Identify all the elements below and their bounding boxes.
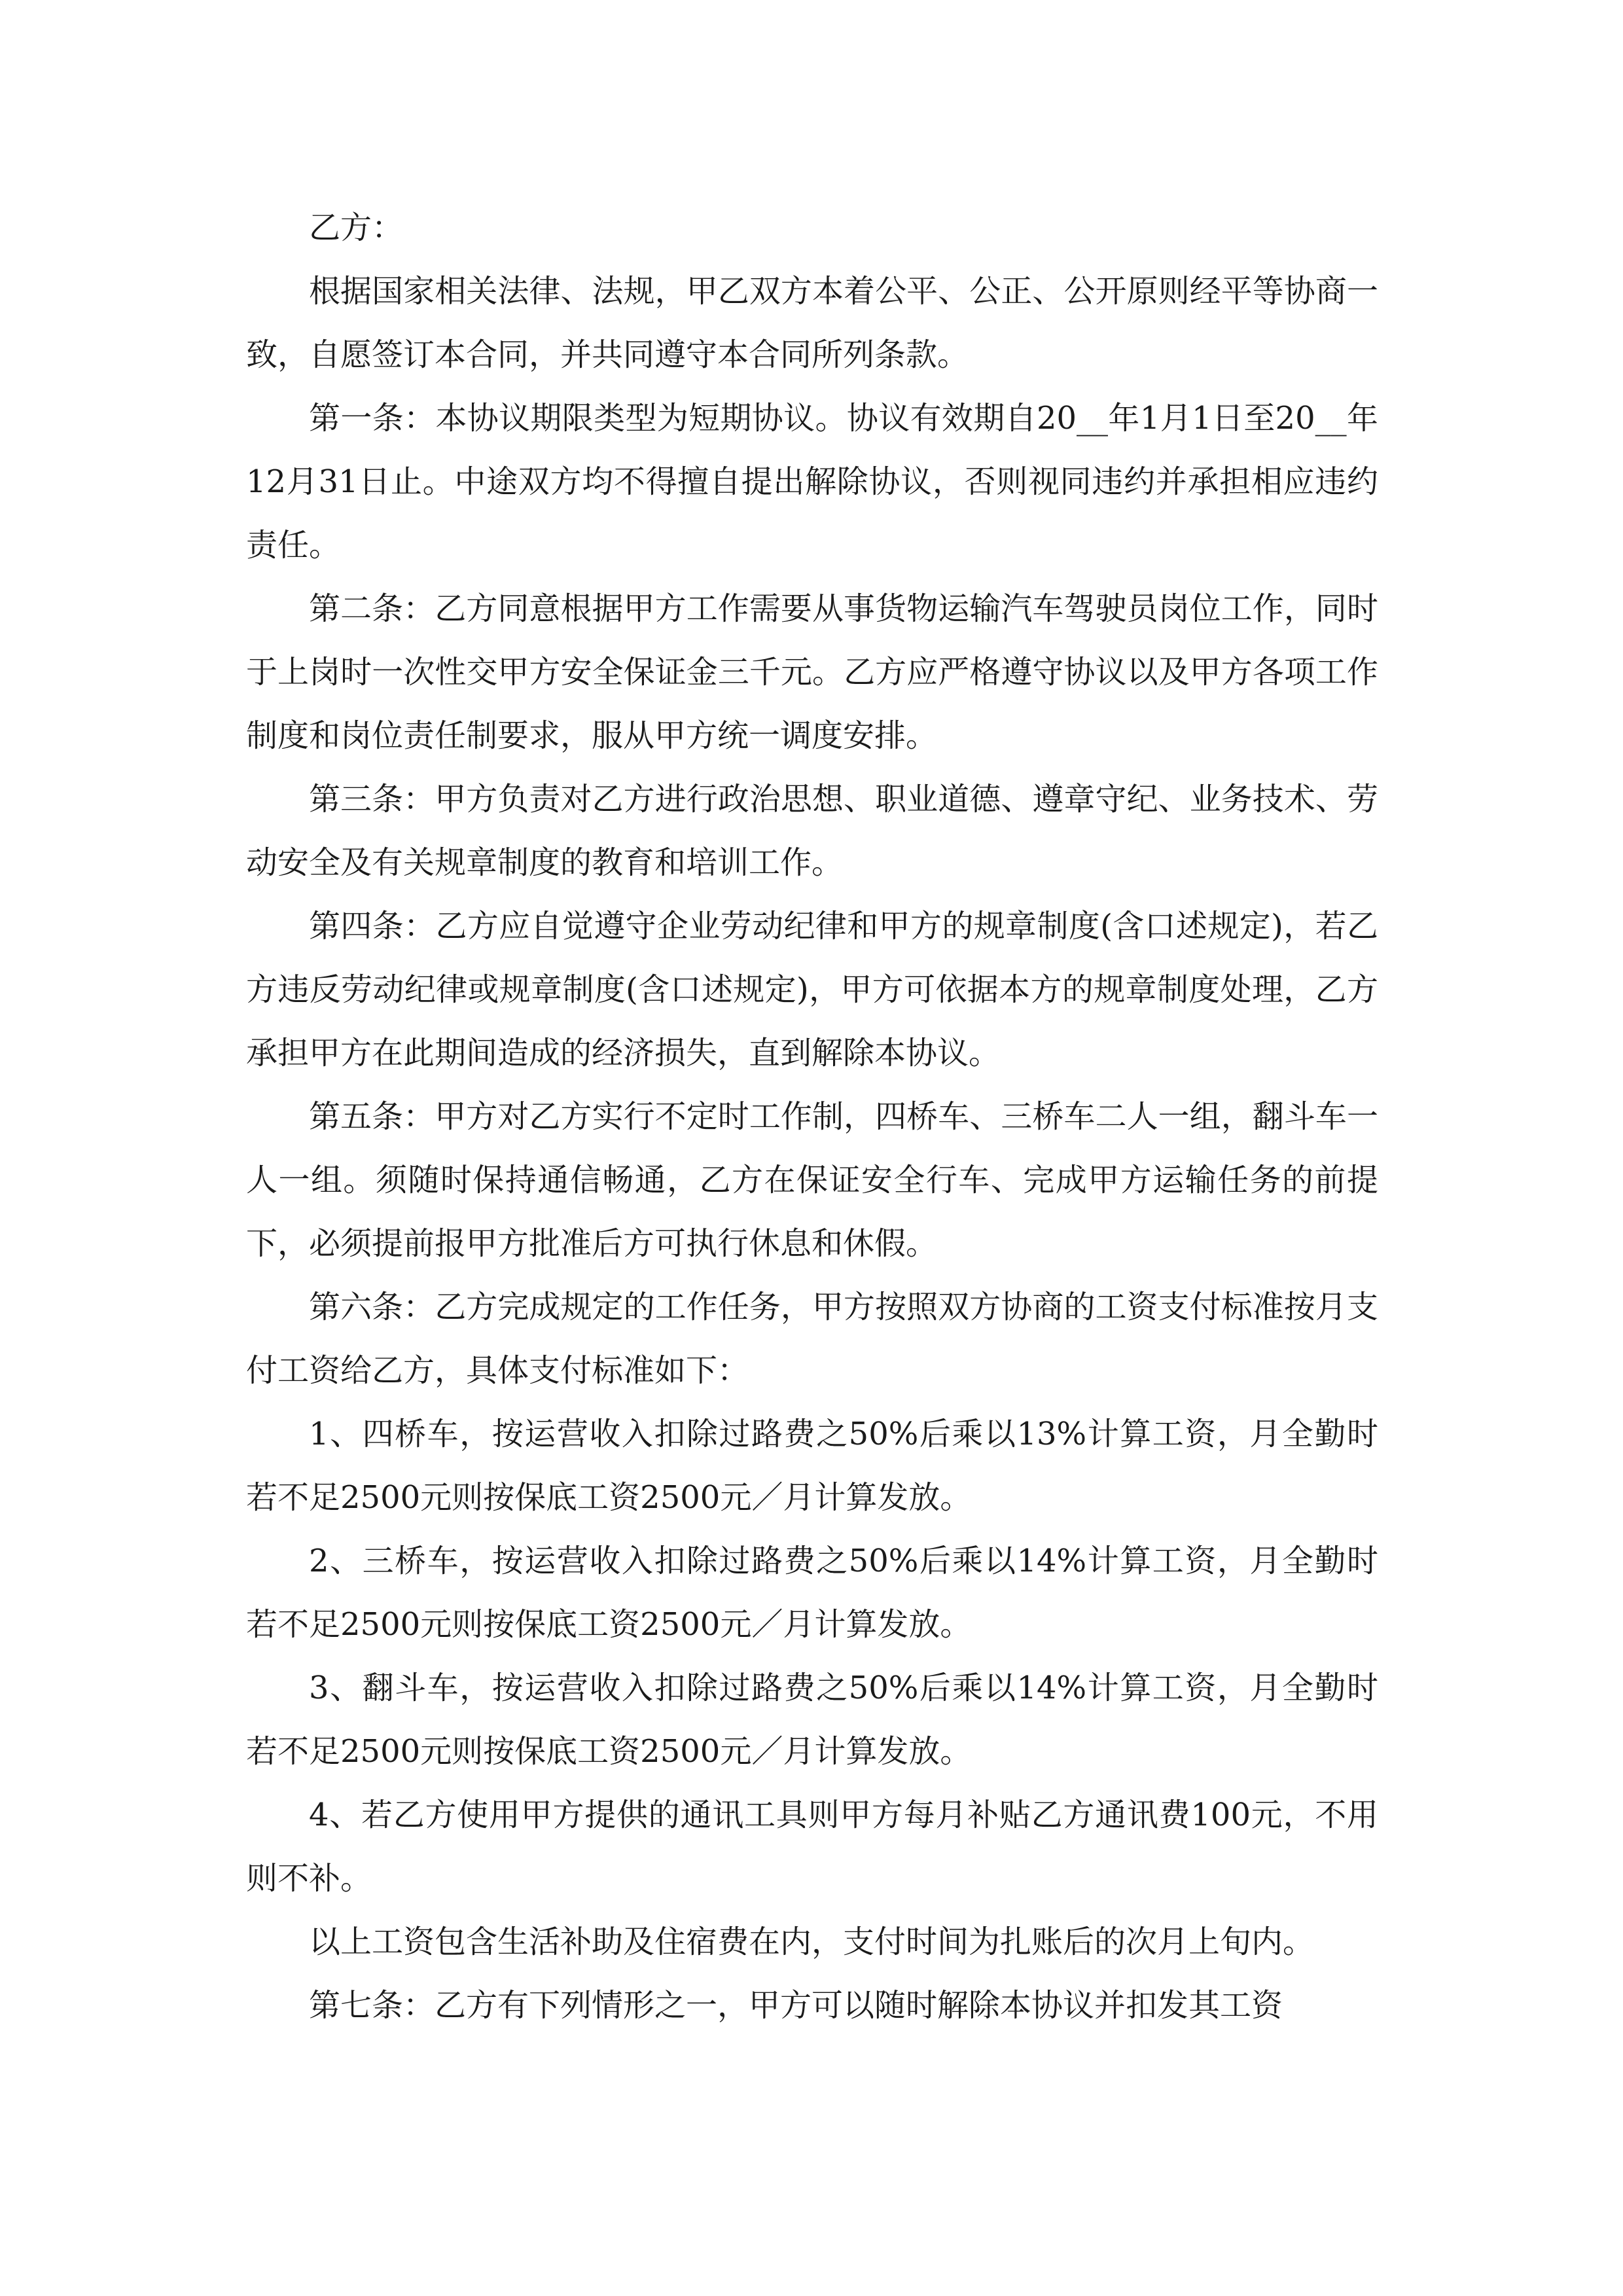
wage-item-4-paragraph: 4、若乙方使用甲方提供的通讯工具则甲方每月补贴乙方通讯费100元，不用则不补。	[246, 1797, 1378, 1897]
wage-note-paragraph: 以上工资包含生活补助及住宿费在内，支付时间为扎账后的次月上旬内。	[309, 1924, 1315, 1960]
party-b-label: 乙方：	[309, 209, 404, 246]
wage-item-3-paragraph: 3、翻斗车，按运营收入扣除过路费之50%后乘以14%计算工资，月全勤时若不足2500元则按保底工资2500元／月计算发放。	[246, 1670, 1378, 1770]
article-3-paragraph: 第三条：甲方负责对乙方进行政治思想、职业道德、遵章守纪、业务技术、劳动安全及有关规章制度的教育和培训工作。	[246, 781, 1378, 881]
wage-item-1-paragraph: 1、四桥车，按运营收入扣除过路费之50%后乘以13%计算工资，月全勤时若不足2500元则按保底工资2500元／月计算发放。	[246, 1416, 1378, 1516]
preamble-paragraph: 根据国家相关法律、法规，甲乙双方本着公平、公正、公开原则经平等协商一致，自愿签订本合同，并共同遵守本合同所列条款。	[246, 273, 1378, 373]
document-body	[246, 196, 1378, 2037]
article-4-paragraph: 第四条：乙方应自觉遵守企业劳动纪律和甲方的规章制度(含口述规定)，若乙方违反劳动纪律或规章制度(含口述规定)，甲方可依据本方的规章制度处理，乙方承担甲方在此期间造成的经济损失，直到解除本协议。	[246, 908, 1378, 1071]
article-1-paragraph: 第一条：本协议期限类型为短期协议。协议有效期自20__年1月1日至20__年12月31日止。中途双方均不得擅自提出解除协议，否则视同违约并承担相应违约责任。	[246, 400, 1378, 564]
wage-item-2-paragraph: 2、三桥车，按运营收入扣除过路费之50%后乘以14%计算工资，月全勤时若不足2500元则按保底工资2500元／月计算发放。	[246, 1543, 1378, 1643]
article-6-paragraph: 第六条：乙方完成规定的工作任务，甲方按照双方协商的工资支付标准按月支付工资给乙方，具体支付标准如下：	[246, 1289, 1378, 1389]
article-2-paragraph: 第二条：乙方同意根据甲方工作需要从事货物运输汽车驾驶员岗位工作，同时于上岗时一次性交甲方安全保证金三千元。乙方应严格遵守协议以及甲方各项工作制度和岗位责任制要求，服从甲方统一调度安排。	[246, 590, 1378, 754]
article-7-paragraph: 第七条：乙方有下列情形之一，甲方可以随时解除本协议并扣发其工资	[309, 1987, 1283, 2024]
article-5-paragraph: 第五条：甲方对乙方实行不定时工作制，四桥车、三桥车二人一组，翻斗车一人一组。须随时保持通信畅通，乙方在保证安全行车、完成甲方运输任务的前提下，必须提前报甲方批准后方可执行休息和休假。	[246, 1098, 1378, 1262]
